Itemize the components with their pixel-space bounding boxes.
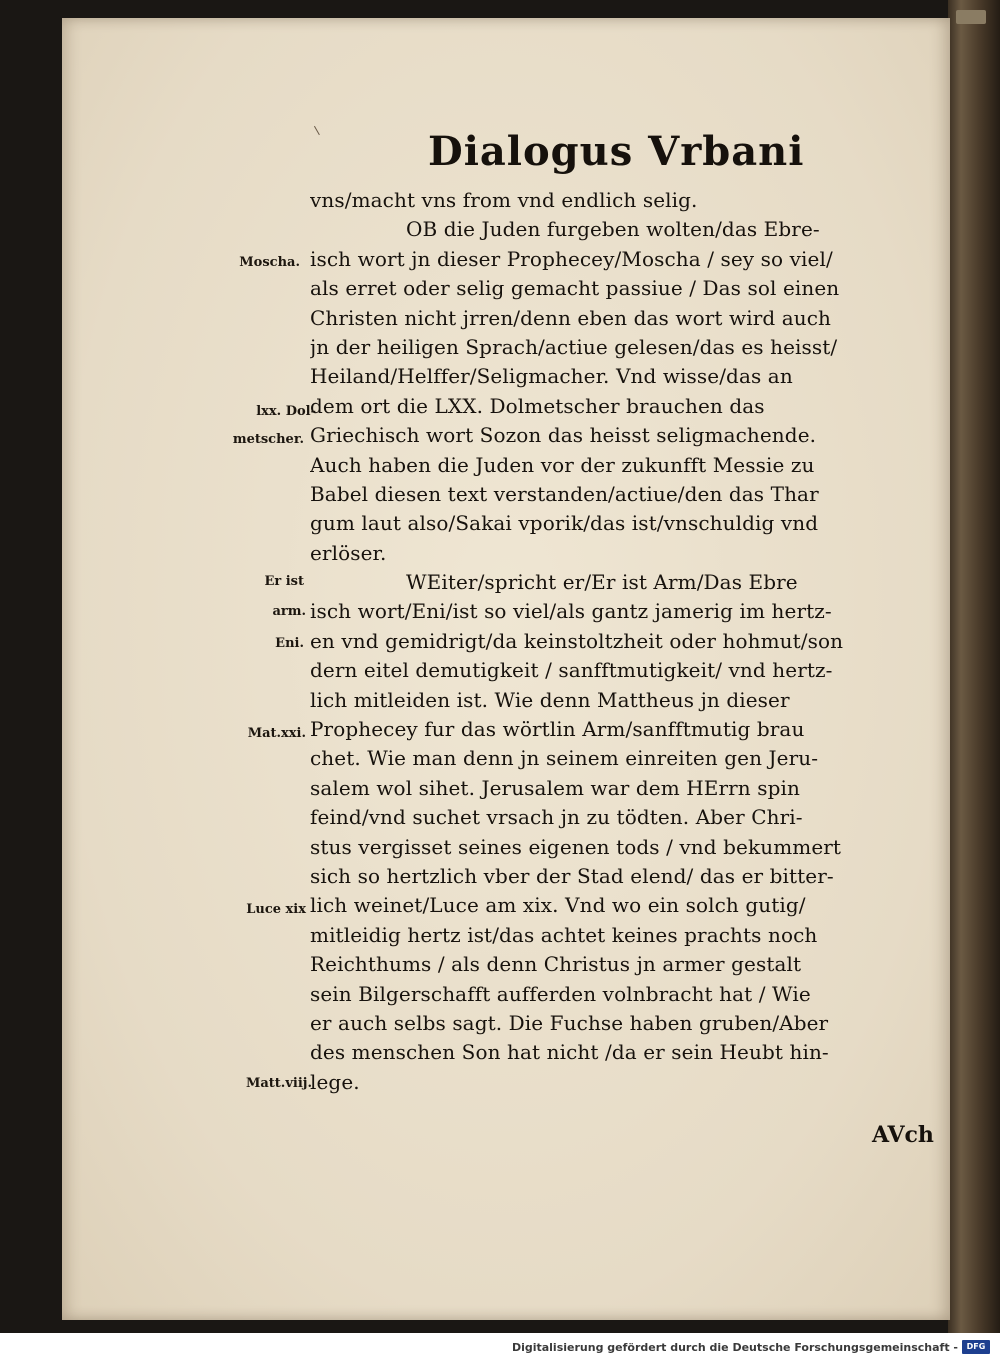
text-line: Griechisch wort Sozon das heisst seligmachende. [310,423,817,448]
text-line: stus vergisset seines eigenen tods / vnd bekummert [310,834,842,859]
text-line: als erret oder selig gemacht passiue / Das sol einen [310,276,840,301]
text-line: des menschen Son hat nicht /da er sein Heubt hin- [310,1040,829,1065]
margin-note-er-ist: Er ist [264,574,304,589]
margin-note-metscher: metscher. [232,432,304,447]
margin-note-moscha: Moscha. [239,255,300,270]
text-line: mitleidig hertz ist/das achtet keines prachts noch [310,922,818,947]
text-line: erlöser. [310,540,387,565]
footer-credit: Digitalisierung gefördert durch die Deutsche Forschungsgemeinschaft - [511,1341,958,1354]
text-line: Prophecey fur das wörtlin Arm/sanfftmutig brau [310,717,805,742]
text-line: dem ort die LXX. Dolmetscher brauchen das [310,393,765,418]
margin-note-eni: Eni. [275,636,304,651]
text-line: WEiter/spricht er/Er ist Arm/Das Ebre [406,570,798,595]
margin-note-matt-viij: Matt.viij. [245,1076,312,1091]
body-text [310,186,956,1097]
footer-bar [0,1333,1000,1361]
catchword: AVch [872,1122,934,1148]
text-line: dern eitel demutigkeit / sanfftmutigkeit/ vnd hertz- [310,658,833,683]
text-line: salem wol sihet. Jerusalem war dem HErrn spin [310,775,800,800]
dfg-logo-icon[interactable]: DFG [962,1340,990,1354]
text-line: jn der heiligen Sprach/actiue gelesen/das es heisst/ [310,334,838,359]
text-line: lich weinet/Luce am xix. Vnd wo ein solch gutig/ [310,893,806,918]
text-line: isch wort jn dieser Prophecey/Moscha / sey so viel/ [310,246,833,271]
text-line: Reichthums / als denn Christus jn armer gestalt [310,952,802,977]
text-line: Auch haben die Juden vor der zukunfft Messie zu [310,452,815,477]
running-title: Dialogus Vrbani [428,128,805,175]
margin-note-luce-xix: Luce xix [246,902,306,917]
text-line: chet. Wie man denn jn seinem einreiten gen Jeru- [310,746,819,771]
text-line: lege. [310,1069,360,1094]
text-line: gum laut also/Sakai vporik/das ist/vnschuldig vnd [310,511,819,536]
margin-note-mat-xxi: Mat.xxi. [247,726,306,741]
text-line: sich so hertzlich vber der Stad elend/ das er bitter- [310,863,834,888]
text-line: OB die Juden furgeben wolten/das Ebre- [406,217,820,242]
text-line: vns/macht vns from vnd endlich selig. [310,188,698,212]
text-line: isch wort/Eni/ist so viel/als gantz jamerig im hertz- [310,599,832,624]
text-line: lich mitleiden ist. Wie denn Mattheus jn dieser [310,687,790,712]
text-line: feind/vnd suchet vrsach jn zu tödten. Aber Chri- [310,805,803,830]
text-line: er auch selbs sagt. Die Fuchse haben gruben/Aber [310,1010,829,1035]
text-line: Babel diesen text verstanden/actiue/den das Thar [310,481,819,506]
text-line: en vnd gemidrigt/da keinstoltzheit oder hohmut/son [310,628,844,653]
margin-note-lxx-dol: lxx. Dol- [256,404,316,419]
text-line: sein Bilgerschafft aufferden volnbracht hat / Wie [310,981,811,1006]
margin-note-arm: arm. [272,604,306,619]
text-line: Heiland/Helffer/Seligmacher. Vnd wisse/das an [310,364,793,389]
text-line: Christen nicht jrren/denn eben das wort wird auch [310,305,832,330]
